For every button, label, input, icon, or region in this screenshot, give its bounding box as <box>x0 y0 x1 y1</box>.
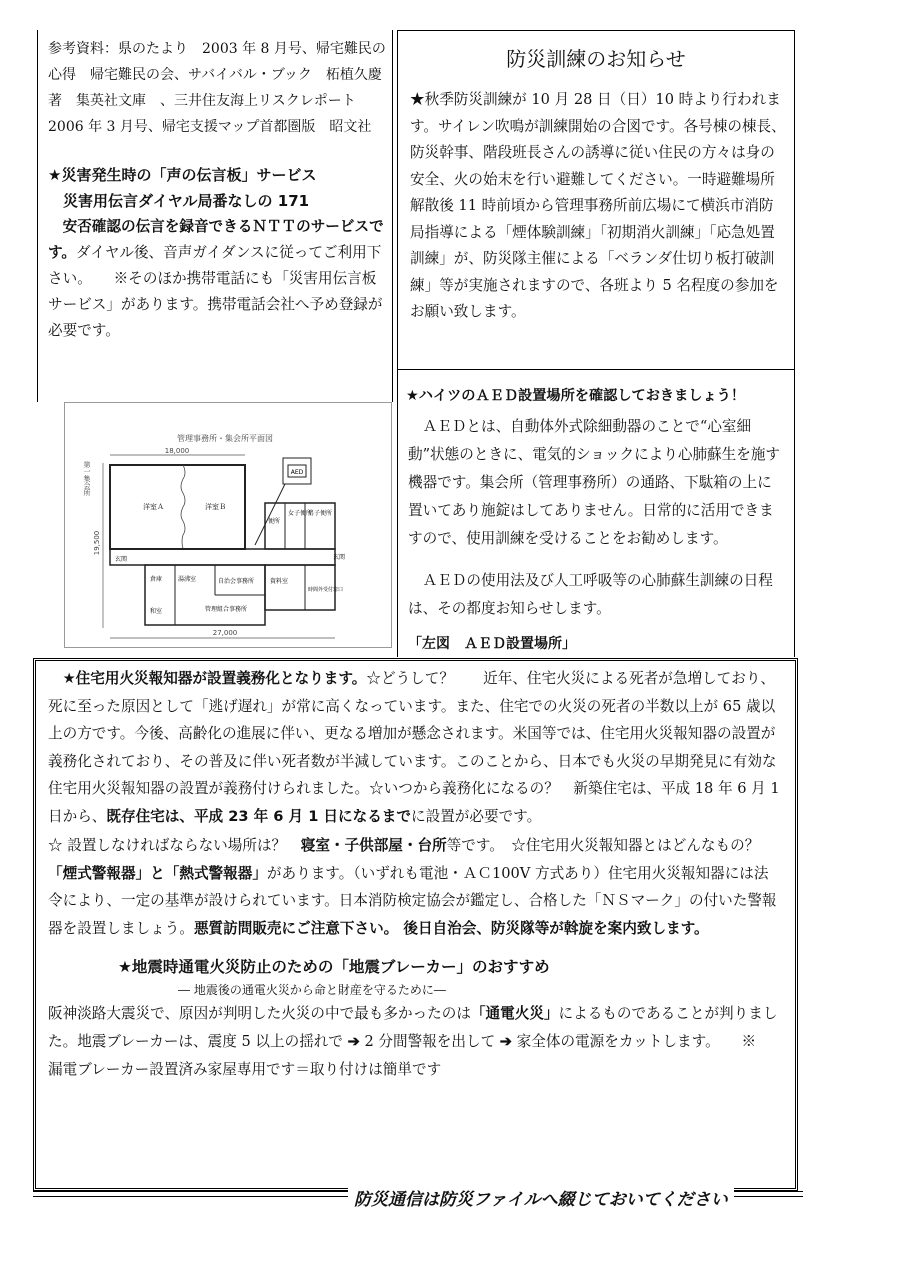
room-toilet-m: 男子便所 <box>308 510 333 517</box>
dim-top: 18,000 <box>164 447 190 455</box>
aed-paragraph-2: ＡＥＤの使用法及び人工呼吸等の心肺蘇生訓練の日程は、その都度お知らせします。 <box>408 572 773 617</box>
voice-board-bold-body: 安否確認の伝言を録音できるＮＴＴのサービスです。 <box>48 218 384 261</box>
fire-alarm-section <box>33 658 798 1191</box>
arrow-right-icon: ➔ <box>347 1033 360 1050</box>
drill-title: 防災訓練のお知らせ <box>506 47 686 71</box>
quake-p1-end: によるものであることが判りました。地震ブレーカーは、震度 5 以上の揺れで <box>48 1005 778 1050</box>
arrow-right-icon: ➔ <box>499 1033 513 1050</box>
room-entrance: 玄関 <box>115 556 128 563</box>
quake-heading: ★地震時通電火災防止のための「地震ブレーカー」のおすすめ <box>118 958 550 976</box>
aed-caption: 「左図 ＡＥＤ設置場所」 <box>408 636 576 652</box>
room-wc: 便所 <box>268 518 281 525</box>
quake-p1-bold: 「通電火災」 <box>470 1005 559 1022</box>
voice-board-dial: 災害用伝言ダイヤル局番なしの 171 <box>48 192 310 210</box>
room-japanese: 和室 <box>150 608 163 615</box>
fire-p1: ☆どうして？ 近年、住宅火災による死者が急増しており、死に至った原因として「逃げ遅れ」が常に高くなっています。また、住宅での火災の死者の半数以上が 65 歳以上の方です。今後、高齢化の進展に伴い、更なる増加が懸念されます。米国等では、住宅用火災報知器の設置が義務化されており、その普及に伴い死者数が半減しています。このことから、日本でも火災の早期発見に有効な住宅用火災報知器の設置が義務付けられました。☆いつから義務化になるの？ 新築住宅は、平成 18 年 6 月 1 日から、 <box>48 670 780 825</box>
quake-p3: 家全体の電源をカットします。 ※ 漏電ブレーカー設置済み家屋専用です＝取り付けは簡単です <box>48 1033 771 1078</box>
room-archive: 資料室 <box>270 578 289 585</box>
room-b: 洋室Ｂ <box>205 503 226 511</box>
quake-subheading: ― 地震後の通電火災から命と財産を守るために― <box>178 983 446 997</box>
floorplan-figure <box>64 402 392 648</box>
fire-p2-bold3: 悪質訪問販売にご注意下さい。 後日自治会、防災隊等が斡旋を案内致します。 <box>193 919 709 937</box>
fire-p2c: があります。（いずれも電池・ＡＣ100V 方式あり）住宅用火災報知器には法令により、一定の基準が設けられています。日本消防検定協会が鑑定し、合格した「ＮＳマーク」の付いた警報器を設置しましょう。 <box>48 864 777 937</box>
voice-board-heading: ★災害発生時の「声の伝言板」サービス <box>48 166 317 184</box>
room-kitchen: 湯沸室 <box>178 576 197 583</box>
dim-bottom: 27,000 <box>212 629 238 637</box>
fire-p1-bold: 既存住宅は、平成 23 年 6 月 1 日になるまで <box>106 807 411 825</box>
voice-board-text: ダイヤル後、音声ガイダンスに従ってご利用下さい。 ※そのほか携帯電話にも「災害用伝言板サービス」があります。携帯電話会社へ予め登録が必要です。 <box>48 244 383 339</box>
room-counter: 時間外受付窓口 <box>308 587 344 593</box>
fire-p2-bold1: 寝室・子供部屋・台所 <box>300 837 447 854</box>
fire-p2b: 等です。 ☆住宅用火災報知器とはどんなもの？ <box>446 837 760 854</box>
references-section <box>37 30 393 402</box>
quake-p1: 阪神淡路大震災で、原因が判明した火災の中で最も多かったのは <box>48 1005 471 1022</box>
fire-paragraph-2 <box>48 832 783 942</box>
fire-p2-bold2: 「煙式警報器」と「熱式警報器」 <box>48 864 267 882</box>
quake-p2: 2 分間警報を出して <box>359 1033 500 1050</box>
room-entrance2: 玄関 <box>333 554 346 561</box>
floorplan-title: 管理事務所・集会所平面図 <box>177 434 273 443</box>
aed-paragraph-1: ＡＥＤとは、自動体外式除細動器のことで“心室細動”状態のときに、電気的ショックにより心肺蘇生を施す機器です。集会所（管理事務所）の通路、下駄箱の上に置いてあり施錠はしてありません。日常的に活用できますので、使用訓練を受けることをお勧めします。 <box>408 418 781 547</box>
floorplan-drawing <box>65 403 391 647</box>
room-office2: 管理組合事務所 <box>205 606 248 613</box>
fire-heading: ★住宅用火災報知器が設置義務化となります。 <box>48 670 367 687</box>
room-office1: 自治会事務所 <box>218 578 255 585</box>
fire-p2a: ☆ 設置しなければならない場所は？ <box>48 837 301 854</box>
references-text: 参考資料：県のたより 2003 年 8 月号、帰宅難民の心得 帰宅難民の会、サバイバル・ブック 柘植久慶著 集英社文庫 、三井住友海上リスクレポート 2006 年 3 月号、帰宅支援マップ首都圏版 昭文社 <box>48 41 386 135</box>
drill-notice-section <box>397 30 795 370</box>
room-warehouse: 倉庫 <box>150 576 163 583</box>
drill-body: ★秋季防災訓練が 10 月 28 日（日）10 時より行われます。サイレン吹鳴が訓練開始の合図です。各号棟の棟長、防災幹事、階段班長さんの誘導に従い住民の方々は身の安全、火の始末を行い避難してください。一時避難場所解散後 11 時前頃から管理事務所前広場にて横浜市消防局指導による「煙体験訓練」「初期消火訓練」「応急処置訓練」が、防災隊主催による「ベランダ仕切り板打破訓練」等が実施されますので、各班より 5 名程度の参加をお願い致します。 <box>410 91 786 320</box>
room-toilet-f: 女子便所 <box>288 510 313 517</box>
aed-label: AED <box>290 469 304 476</box>
footer-note: 防災通信は防災ファイルへ綴じておいてください <box>348 1185 734 1210</box>
quake-body <box>48 1000 783 1084</box>
fire-p1-end: に設置が必要です。 <box>411 807 542 825</box>
fire-paragraph-1 <box>48 665 783 830</box>
aed-heading: ★ハイツのＡＥＤ設置場所を確認しておきましょう！ <box>406 388 746 404</box>
dim-left: 19,500 <box>93 530 101 556</box>
room-a: 洋室Ａ <box>143 503 164 511</box>
voice-board-body <box>48 214 388 344</box>
side-label: 第一集会所 <box>83 461 91 496</box>
aed-section <box>397 369 795 657</box>
